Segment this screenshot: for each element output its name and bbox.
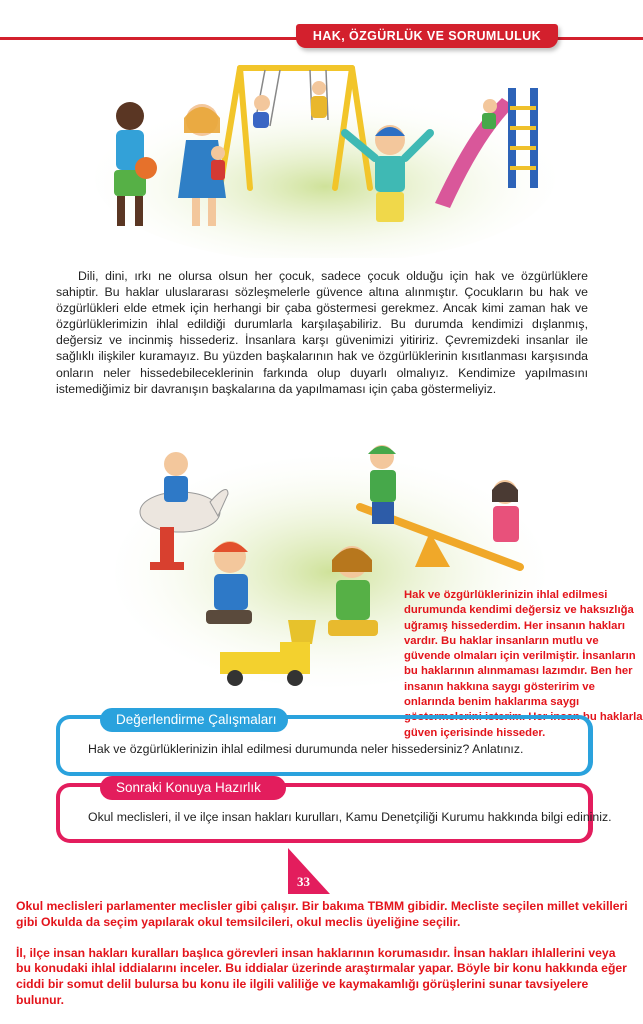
playground-illustration-top	[90, 58, 560, 258]
chapter-title: HAK, ÖZGÜRLÜK VE SORUMLULUK	[296, 24, 558, 48]
evaluation-label: Değerlendirme Çalışmaları	[100, 708, 288, 732]
evaluation-question: Hak ve özgürlüklerinizin ihlal edilmesi durumunda neler hissedersiniz? Anlatınız.	[88, 742, 524, 756]
answer-note: Hak ve özgürlüklerinizin ihlal edilmesi durumunda kendimi değersiz ve haksızlığa uğramış hissederdim. Her insanın hakları vardır. Bu haklar insanların mutlu ve güvende olmaları için verilmiştir. İnsanların bu haklarının alınmaması lazımdır. Ben her insanın hakkına saygı gösteririm ve onlarında benim haklarıma saygı göstermelerini isterim. Her insan bu haklarla güven içerisinde hisseder.	[404, 589, 643, 739]
main-paragraph: Dili, dini, ırkı ne olursa olsun her çocuk, sadece çocuk olduğu için hak ve özgürlüklere sahiptir. Bu haklar uluslararası sözleşmelerle güvence altına alınmıştır. Çocukların bu hak ve özgürlükleri elde etmek için herhangi bir çaba göstermesi gerekmez. Ancak kimi zaman hak ve özgürlüklerimizin ihlal edildiği durumlarla karşılaşabiliriz. Bu durumda kendimizi dışlanmış, değersiz ve incinmiş hissederiz. İnsanlara karşı güvenimizi yitiririz. Çevremizdeki insanlar ile sağlıklı ilişkiler kuramayız. Bu yüzden başkalarının hak ve özgürlüklerinin kısıtlanması karşısında onların neler hissedebileceklerinin farkında olup duyarlı olmalıyız. Kendimize yapılmasını istemediğimiz bir davranışın başkalarına da yapılmaması için çaba göstermeliyiz.	[56, 269, 588, 396]
next-topic-task: Okul meclisleri, il ve ilçe insan hakları kurulları, Kamu Denetçiliği Kurumu hakkında bilgi edininiz.	[88, 810, 612, 824]
answer-paragraph-1: Okul meclisleri parlamenter meclisler gibi çalışır. Bir bakıma TBMM gibidir. Mecliste seçilen millet vekilleri gibi Okulda da seçim yapılarak okul temsilcileri, okul meclis üyeliğine seçilir.	[16, 899, 628, 929]
bottom-answers	[16, 899, 631, 1024]
next-topic-label: Sonraki Konuya Hazırlık	[100, 776, 286, 800]
page-number: 33	[297, 874, 310, 889]
answer-paragraph-2: İl, ilçe insan hakları kuralları başlıca görevleri insan haklarının korumasıdır. İnsan hakları ihlallerini veya bu konudaki ihlal iddialarını inceler. Bu iddialar üzerinde araştırmalar yapar. Böyle bir konu hakkında eğer ciddi bir somut delil bulursa bu konu ile ilgili valiliğe ve kaymakamlığı görüşlerini sunar tavsiyelere bulunur.	[16, 945, 627, 1007]
